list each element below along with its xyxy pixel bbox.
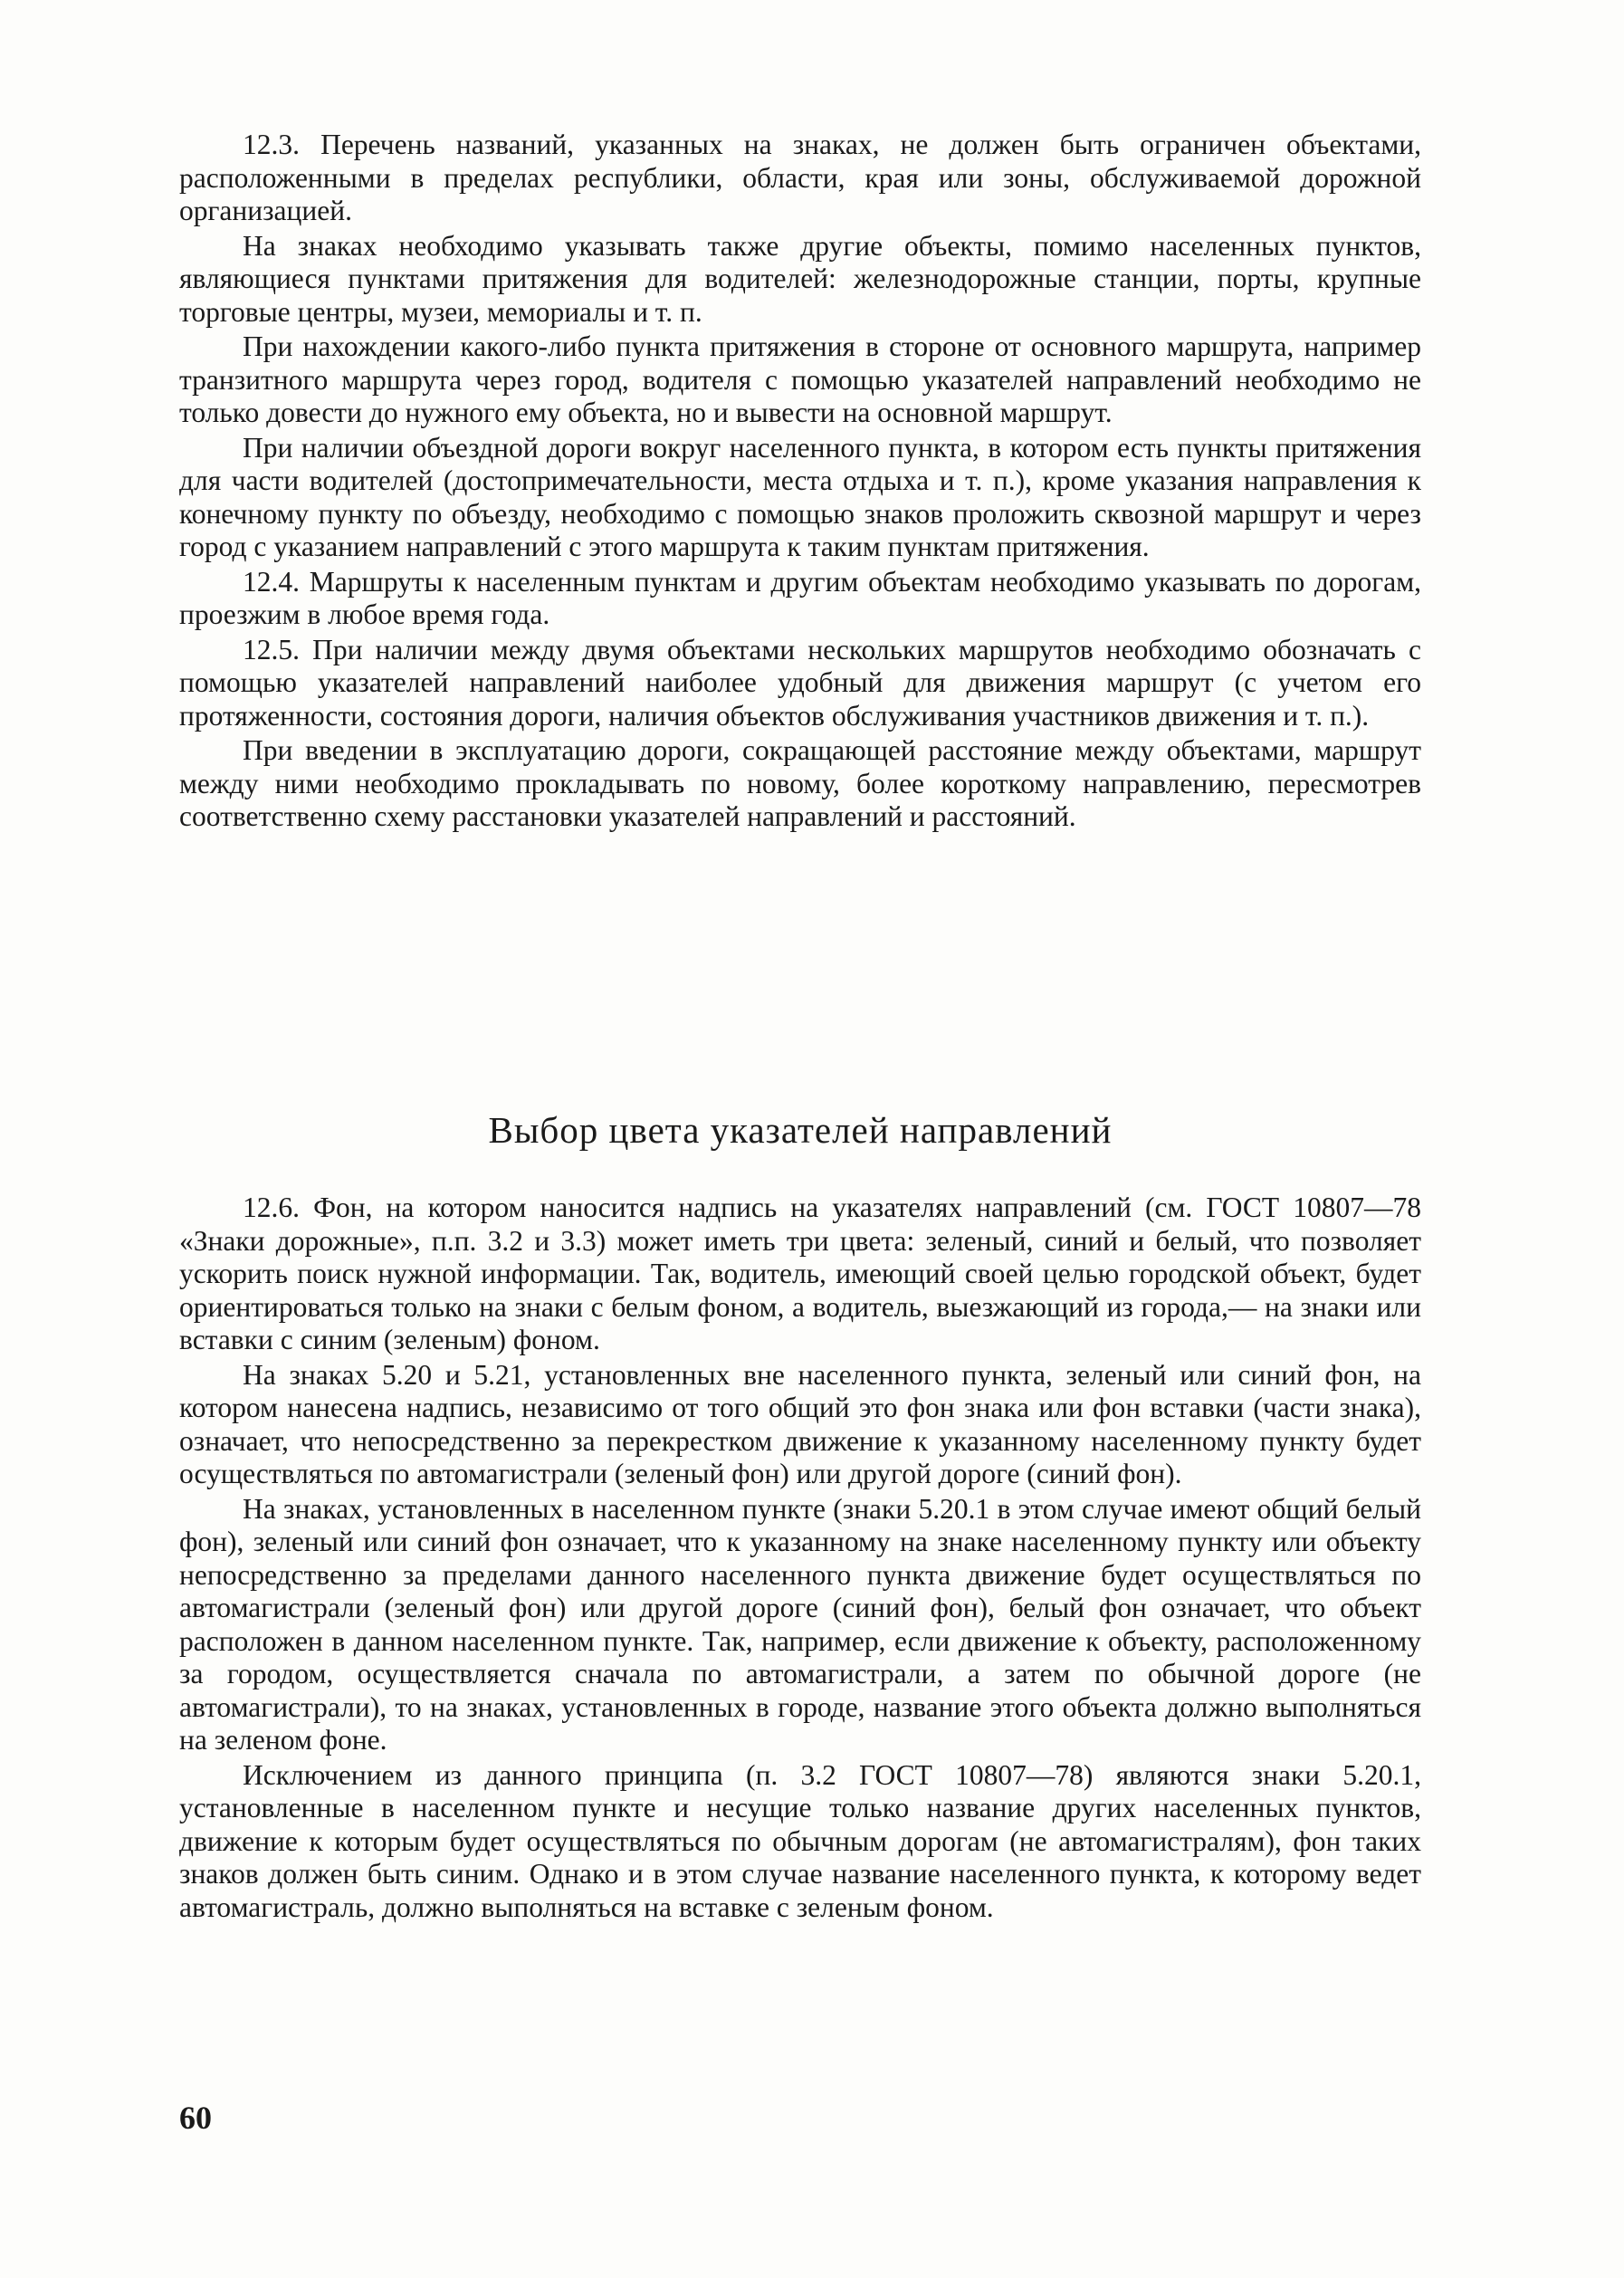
top-text-block	[179, 129, 1421, 836]
paragraph-bypass-road: При наличии объездной дороги вокруг населенного пункта, в котором есть пункты притяжения для части водителей (достопримечательности, места отдыха и т. п.), кроме указания направления к конечному пункту по объезду, необходимо с помощью знаков проложить сквозной маршрут и через город с указанием направлений с этого маршрута к таким пунктам притяжения.	[179, 431, 1421, 562]
paragraph-12-6: 12.6. Фон, на котором наносится надпись на указателях направлений (см. ГОСТ 10807—78 «Знаки дорожные», п.п. 3.2 и 3.3) может иметь три цвета: зеленый, синий и белый, что позволяет ускорить поиск нужной информации. Так, водитель, имеющий своей целью городской объект, будет ориентироваться только на знаки с белым фоном, а водитель, выезжающий из города,— на знаки или вставки с синим (зеленым) фоном.	[179, 1192, 1421, 1355]
section-title: Выбор цвета указателей направлений	[488, 1109, 1113, 1151]
paragraph-12-5: 12.5. При наличии между двумя объектами нескольких маршрутов необходимо обозначать с помощью указателей направлений наиболее удобный для движения маршрут (с учетом его протяженности, состояния дороги, наличия объектов обслуживания участников движения и т. п.).	[179, 633, 1421, 732]
paragraph-exception: Исключением из данного принципа (п. 3.2 ГОСТ 10807—78) являются знаки 5.20.1, установленные в населенном пункте и несущие только название других населенных пунктов, движение к которым будет осуществляться по обычным дорогам (не автомагистралям), фон таких знаков должен быть синим. Однако и в этом случае название населенного пункта, к которому ведет автомагистраль, должно выполняться на вставке с зеленым фоном.	[179, 1758, 1421, 1923]
paragraph-signs-5-20: На знаках 5.20 и 5.21, установленных вне населенного пункта, зеленый или синий фон, на котором нанесена надпись, независимо от того общий это фон знака или фон вставки (части знака), означает, что непосредственно за перекрестком движение к указанному населенному пункту будет осуществляться по автомагистрали (зеленый фон) или другой дороге (синий фон).	[179, 1358, 1421, 1489]
paragraph-new-road: При введении в эксплуатацию дороги, сокращающей расстояние между объектами, маршрут между ними необходимо прокладывать по новому, более короткому направлению, пересмотрев соответственно схему расстановки указателей направлений и расстояний.	[179, 734, 1421, 832]
paragraph-signs-in-town: На знаках, установленных в населенном пункте (знаки 5.20.1 в этом случае имеют общий белый фон), зеленый или синий фон означает, что к указанному на знаке населенному пункту или объекту непосредственно за пределами данного населенного пункта движение будет осуществляться по автомагистрали (зеленый фон) или другой дороге (синий фон), белый фон означает, что объект расположен в данном населенном пункте. Так, например, если движение к объекту, расположенному за городом, осуществляется сначала по автомагистрали, а затем по обычной дороге (не автомагистрали), то на знаках, установленных в городе, название этого объекта должно выполняться на зеленом фоне.	[179, 1492, 1421, 1756]
paragraph-attraction-points: На знаках необходимо указывать также другие объекты, помимо населенных пунктов, являющиеся пунктами притяжения для водителей: железнодорожные станции, порты, крупные торговые центры, музеи, мемориалы и т. п.	[179, 229, 1421, 328]
bottom-text-block	[179, 1192, 1421, 1926]
paragraph-12-3: 12.3. Перечень названий, указанных на знаках, не должен быть ограничен объектами, расположенными в пределах республики, области, края или зоны, обслуживаемой дорожной организацией.	[179, 129, 1421, 226]
paragraph-transit-route: При нахождении какого-либо пункта притяжения в стороне от основного маршрута, например транзитного маршрута через город, водителя с помощью указателей направлений необходимо не только довести до нужного ему объекта, но и вывести на основной маршрут.	[179, 330, 1421, 428]
paragraph-12-4: 12.4. Маршруты к населенным пунктам и другим объектам необходимо указывать по дорогам, проезжим в любое время года.	[179, 565, 1421, 630]
page-number: 60	[179, 2100, 212, 2136]
